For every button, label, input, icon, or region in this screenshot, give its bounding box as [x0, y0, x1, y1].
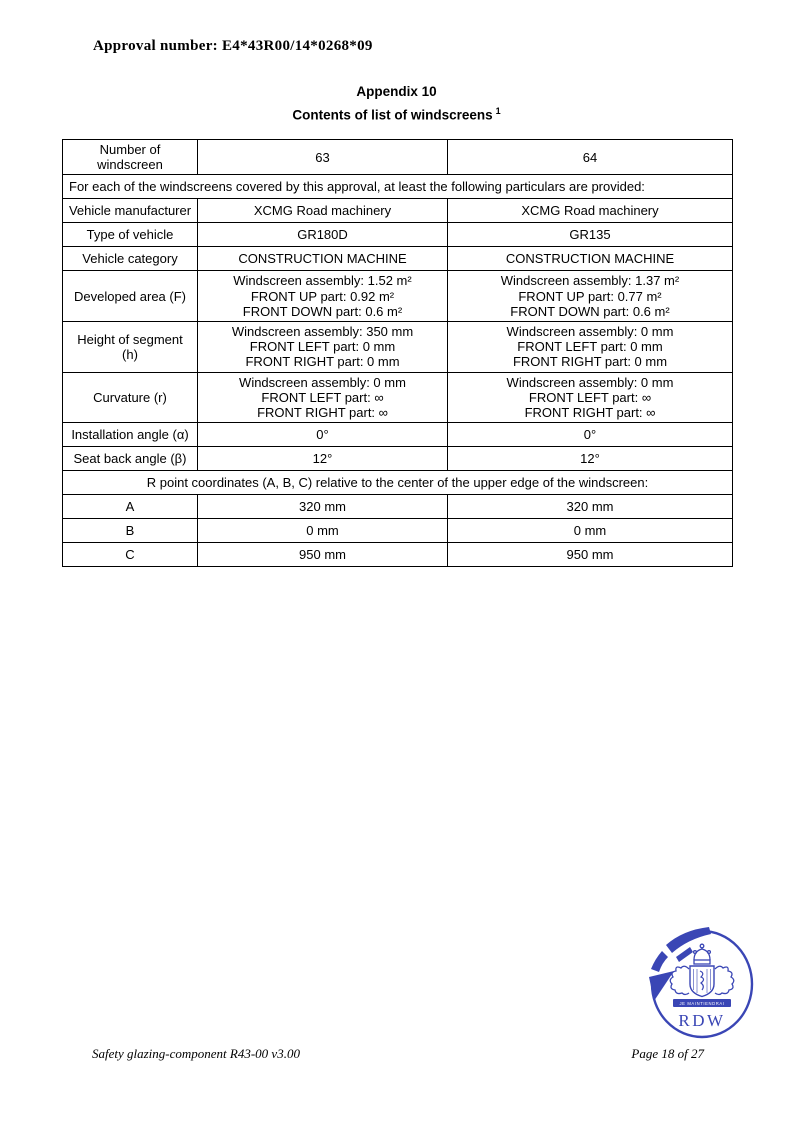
value-line: Windscreen assembly: 0 mm — [506, 374, 674, 390]
value-line: FRONT DOWN part: 0.6 m² — [510, 303, 670, 319]
footer — [92, 1046, 704, 1062]
approval-number: Approval number: E4*43R00/14*0268*09 — [93, 38, 373, 54]
table-row — [63, 372, 733, 423]
value-line: Windscreen assembly: 350 mm — [231, 324, 414, 340]
value-line: FRONT UP part: 0.77 m² — [518, 288, 662, 304]
value-line: FRONT DOWN part: 0.6 m² — [242, 303, 403, 319]
rdw-logo — [645, 924, 757, 1040]
motto-banner — [673, 999, 731, 1007]
value-cell: 0° — [448, 423, 733, 447]
rdw-logo-svg — [645, 924, 757, 1040]
windscreen-table — [62, 139, 733, 567]
value-cell — [198, 372, 448, 423]
value-line: FRONT UP part: 0.92 m² — [250, 288, 395, 304]
row-label-cell: Vehicle category — [63, 247, 198, 271]
section-note-cell: R point coordinates (A, B, C) relative to the center of the upper edge of the windscreen: — [63, 471, 733, 495]
value-line: FRONT RIGHT part: 0 mm — [245, 354, 400, 370]
value-cell: XCMG Road machinery — [448, 199, 733, 223]
footer-document-version: Safety glazing-component R43-00 v3.00 — [92, 1046, 300, 1061]
value-cell — [448, 322, 733, 373]
row-label-cell: C — [63, 543, 198, 567]
table-row — [63, 140, 733, 175]
section-note-cell: For each of the windscreens covered by this approval, at least the following particulars are provided: — [63, 175, 733, 199]
footer-page-number: Page 18 of 27 — [631, 1046, 704, 1061]
table-row — [63, 271, 733, 322]
value-cell: 320 mm — [448, 495, 733, 519]
value-cell: 950 mm — [198, 543, 448, 567]
value-line: Windscreen assembly: 1.37 m² — [500, 273, 680, 289]
row-label-cell: B — [63, 519, 198, 543]
shield-icon — [690, 966, 714, 997]
table-row — [63, 519, 733, 543]
value-cell: 320 mm — [198, 495, 448, 519]
table-row — [63, 175, 733, 199]
value-cell: GR180D — [198, 223, 448, 247]
row-label-cell: Curvature (r) — [63, 372, 198, 423]
table-row — [63, 199, 733, 223]
table-row — [63, 247, 733, 271]
value-line: Windscreen assembly: 0 mm — [239, 374, 406, 390]
value-cell: CONSTRUCTION MACHINE — [198, 247, 448, 271]
value-line: Windscreen assembly: 1.52 m² — [233, 273, 412, 289]
row-label-cell: Height of segment (h) — [63, 322, 198, 373]
row-label-cell: Seat back angle (β) — [63, 447, 198, 471]
value-cell: GR135 — [448, 223, 733, 247]
row-label-cell: Vehicle manufacturer — [63, 199, 198, 223]
value-line: FRONT RIGHT part: ∞ — [524, 405, 656, 421]
table-row — [63, 322, 733, 373]
footnote-reference: 1 — [495, 106, 501, 116]
value-cell: 0 mm — [198, 519, 448, 543]
value-cell: 12° — [198, 447, 448, 471]
value-line: FRONT RIGHT part: 0 mm — [512, 354, 668, 370]
value-cell — [448, 271, 733, 322]
table-row — [63, 495, 733, 519]
table-row — [63, 471, 733, 495]
table-row — [63, 223, 733, 247]
value-cell: 0 mm — [448, 519, 733, 543]
row-label-cell: Type of vehicle — [63, 223, 198, 247]
row-label-cell: Number of windscreen — [63, 140, 198, 175]
row-label-cell: Installation angle (α) — [63, 423, 198, 447]
page-title — [0, 106, 793, 123]
value-cell: CONSTRUCTION MACHINE — [448, 247, 733, 271]
value-cell — [198, 322, 448, 373]
row-label-cell: Developed area (F) — [63, 271, 198, 322]
row-label-cell: A — [63, 495, 198, 519]
page-title-text: Contents of list of windscreens — [292, 107, 493, 123]
motto-text: JE MAINTIENDRAI — [679, 1001, 725, 1006]
value-cell: 12° — [448, 447, 733, 471]
value-cell: XCMG Road machinery — [198, 199, 448, 223]
appendix-title: Appendix 10 — [356, 84, 437, 99]
value-cell: 0° — [198, 423, 448, 447]
table-row — [63, 447, 733, 471]
value-line: FRONT LEFT part: ∞ — [528, 389, 652, 405]
lion-right-icon — [715, 966, 734, 994]
value-line: FRONT RIGHT part: ∞ — [257, 405, 388, 421]
rdw-wordmark: RDW — [678, 1011, 726, 1030]
value-cell: 63 — [198, 140, 448, 175]
table-row — [63, 423, 733, 447]
value-line: Windscreen assembly: 0 mm — [506, 324, 674, 340]
value-cell: 64 — [448, 140, 733, 175]
value-cell — [448, 372, 733, 423]
value-line: FRONT LEFT part: 0 mm — [249, 339, 396, 355]
value-line: FRONT LEFT part: 0 mm — [517, 339, 663, 355]
table-row — [63, 543, 733, 567]
value-cell: 950 mm — [448, 543, 733, 567]
value-line: FRONT LEFT part: ∞ — [261, 389, 384, 405]
value-cell — [198, 271, 448, 322]
